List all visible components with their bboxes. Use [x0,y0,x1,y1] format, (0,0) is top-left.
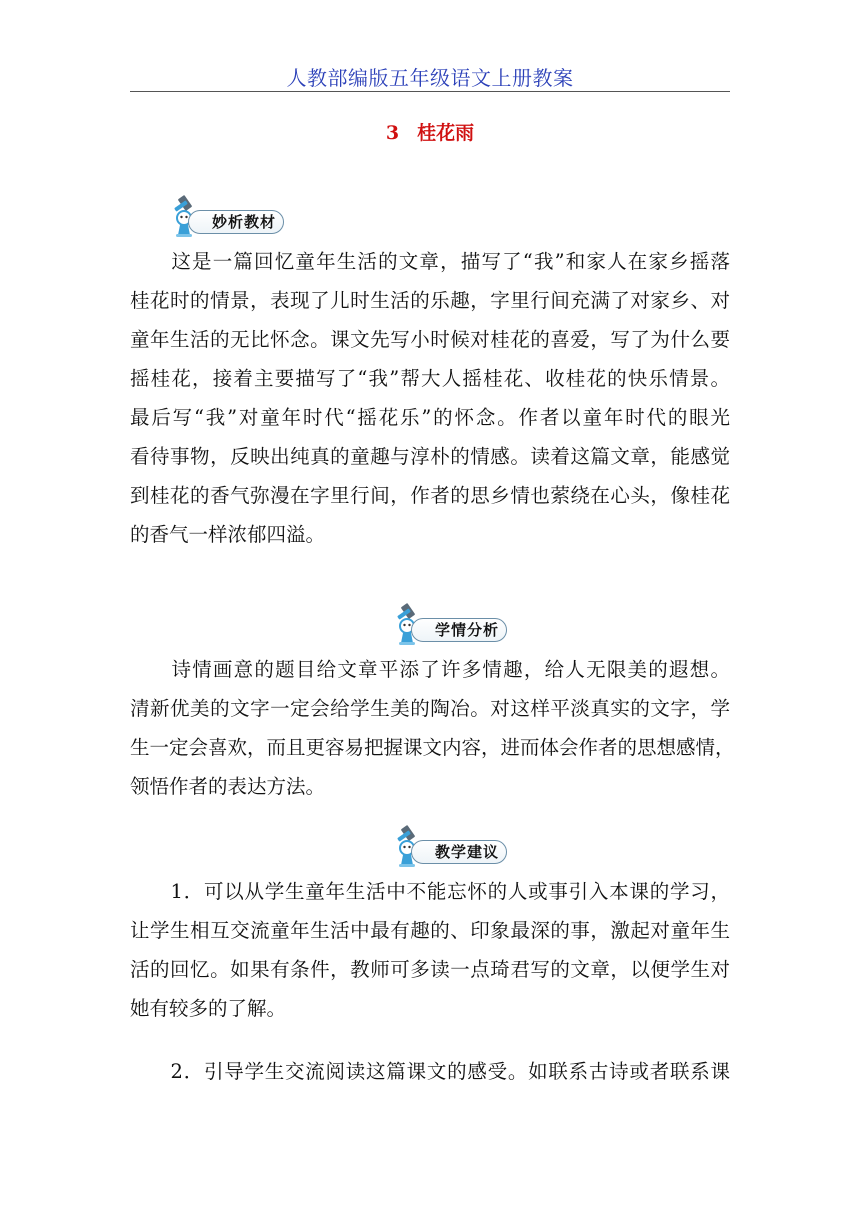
section-paragraph [130,650,735,806]
section-paragraph [130,1052,730,1091]
section-paragraph [130,242,730,554]
section-badge-suggestions [393,824,513,868]
section-paragraph [130,872,730,1028]
paragraph-line: 诗情画意的题目给文章平添了许多情趣，给人无限美的遐想。 [130,658,730,681]
paragraph-line: 2．引导学生交流阅读这篇课文的感受。如联系古诗或者联系课 [130,1060,730,1083]
section-badge-analysis [170,194,290,238]
paragraph-line: 生一定会喜欢，而且更容易把握课文内容，进而体会作者的思想感情， [130,736,735,759]
paragraph-line: 最后写“我”对童年时代“摇花乐”的怀念。作者以童年时代的眼光 [130,406,730,429]
lesson-title [130,118,730,145]
paragraph-line: 童年生活的无比怀念。课文先写小时候对桂花的喜爱，写了为什么要 [130,328,730,351]
header-divider [130,91,730,92]
paragraph-line: 领悟作者的表达方法。 [130,775,326,798]
paragraph-line: 她有较多的了解。 [130,997,287,1020]
section-heading: 学情分析 [434,621,499,639]
section-heading: 教学建议 [434,843,499,861]
paragraph-line: 到桂花的香气弥漫在字里行间，作者的思乡情也萦绕在心头，像桂花 [130,484,730,507]
paragraph-line: 看待事物，反映出纯真的童趣与淳朴的情感。读着这篇文章，能感觉 [130,445,730,468]
paragraph-line: 让学生相互交流童年生活中最有趣的、印象最深的事，激起对童年生 [130,919,730,942]
paragraph-line: 这是一篇回忆童年生活的文章，描写了“我”和家人在家乡摇落 [130,250,730,273]
paragraph-line: 桂花时的情景，表现了儿时生活的乐趣，字里行间充满了对家乡、对 [130,289,730,312]
section-heading: 妙析教材 [211,213,276,231]
paragraph-line: 摇桂花，接着主要描写了“我”帮大人摇桂花、收桂花的快乐情景。 [130,367,730,390]
section-badge-students [393,602,513,646]
paragraph-line: 1．可以从学生童年生活中不能忘怀的人或事引入本课的学习， [130,880,730,903]
paragraph-line: 清新优美的文字一定会给学生美的陶冶。对这样平淡真实的文字，学 [130,697,730,720]
running-header: 人教部编版五年级语文上册教案 [286,66,574,90]
lesson-number: 3 [385,122,400,144]
paragraph-line: 活的回忆。如果有条件，教师可多读一点琦君写的文章，以便学生对 [130,958,730,981]
lesson-name: 桂花雨 [417,122,475,144]
paragraph-line: 的香气一样浓郁四溢。 [130,523,326,546]
